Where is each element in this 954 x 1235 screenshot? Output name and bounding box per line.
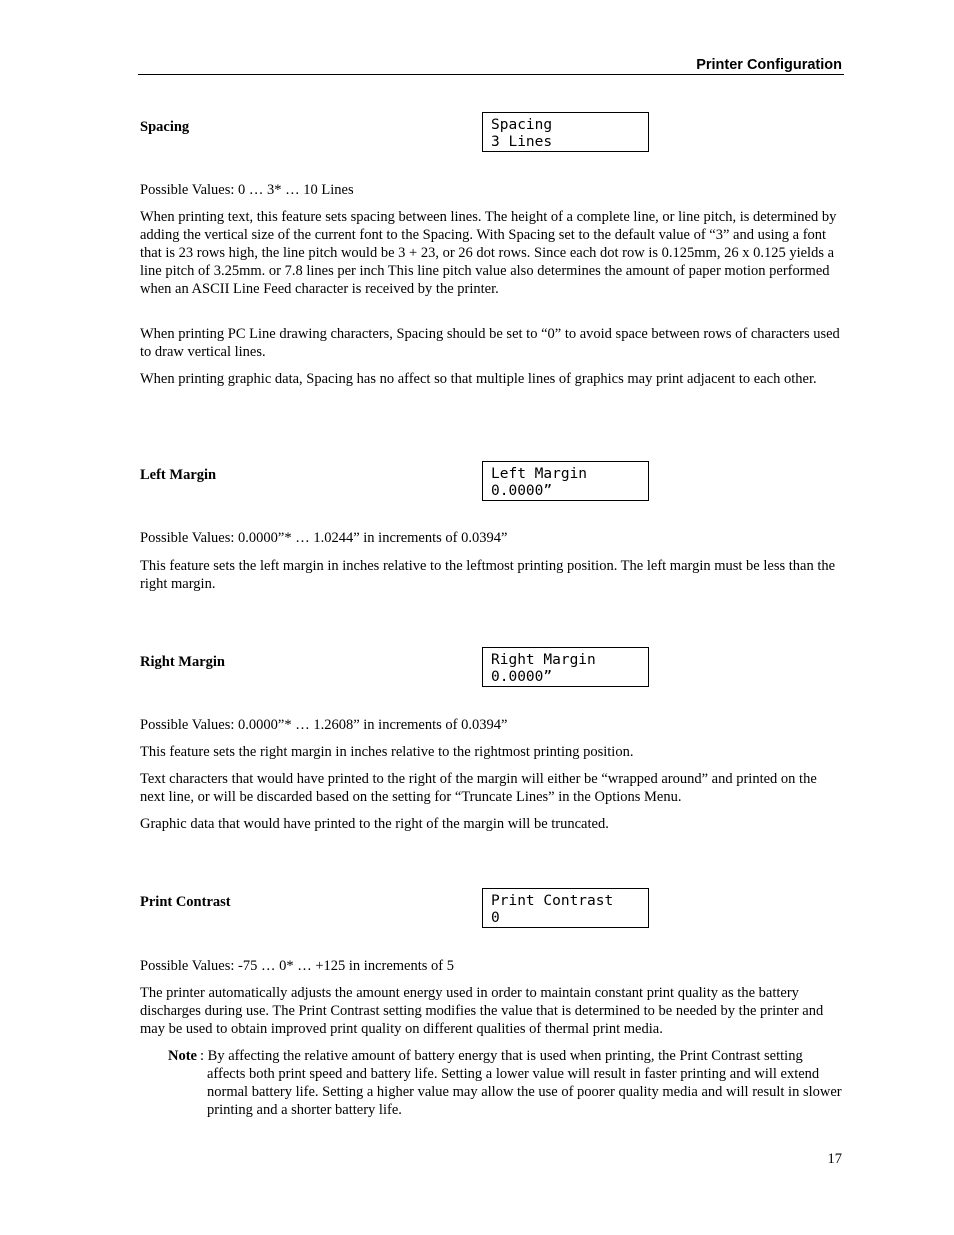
section-title-right-margin: Right Margin [140, 654, 225, 670]
lcd-line-2: 0.0000” [491, 669, 553, 685]
header-divider [138, 74, 844, 75]
possible-values-spacing: Possible Values: 0 … 3* … 10 Lines [140, 182, 354, 198]
note-block [168, 1047, 844, 1118]
page-number: 17 [827, 1151, 842, 1167]
paragraph: This feature sets the right margin in inches relative to the rightmost printing position. [140, 744, 634, 760]
paragraph: When printing text, this feature sets spacing between lines. The height of a complete line, or line pitch, is determined by adding the vertical size of the current font to the Spacing. With Spacing set to the default value of “3” and using a font that is 23 rows high, the line pitch would be 3 + 23, or 26 dot rows. Since each dot row is 0.125mm, 26 x 0.125 yields a line pitch of 3.25mm. or 7.8 lines per inch This line pitch value also determines the amount of paper motion performed when an ASCII Line Feed character is received by the printer. [140, 209, 837, 297]
possible-values-left-margin: Possible Values: 0.0000”* … 1.0244” in increments of 0.0394” [140, 530, 508, 546]
possible-values-print-contrast: Possible Values: -75 … 0* … +125 in increments of 5 [140, 958, 454, 974]
paragraph: Text characters that would have printed to the right of the margin will either be “wrapped around” and printed on the next line, or will be discarded based on the setting for “Truncate Lines” in the Options Menu. [140, 771, 817, 805]
lcd-line-1: Spacing [491, 117, 553, 133]
lcd-display-print-contrast [482, 888, 649, 928]
lcd-line-2: 0 [491, 910, 500, 926]
section-title-spacing: Spacing [140, 119, 190, 135]
note-label: Note [168, 1048, 197, 1064]
paragraph: Graphic data that would have printed to the right of the margin will be truncated. [140, 816, 609, 832]
lcd-line-1: Print Contrast [491, 893, 614, 909]
paragraph: When printing PC Line drawing characters, Spacing should be set to “0” to avoid space between rows of characters used to draw vertical lines. [140, 326, 840, 360]
section-title-print-contrast: Print Contrast [140, 894, 231, 910]
lcd-display-right-margin [482, 647, 649, 687]
lcd-line-1: Left Margin [491, 466, 588, 482]
lcd-display-left-margin [482, 461, 649, 501]
note-text-content: : By affecting the relative amount of battery energy that is used when printing, the Print Contrast setting affects both print speed and battery life. Setting a lower value will result in faster printing and will extend normal battery life. Setting a higher value may allow the use of poorer quality media and will result in slower printing and a shorter battery life. [200, 1048, 842, 1118]
paragraph: The printer automatically adjusts the amount energy used in order to maintain constant print quality as the battery discharges during use. The Print Contrast setting modifies the value that is determined to be needed by the printer and may be used to obtain improved print quality on different qualities of thermal print media. [140, 985, 824, 1037]
note-text [200, 1047, 844, 1119]
lcd-line-2: 3 Lines [491, 134, 553, 150]
lcd-line-2: 0.0000” [491, 483, 553, 499]
lcd-line-1: Right Margin [491, 652, 596, 668]
paragraph: When printing graphic data, Spacing has no affect so that multiple lines of graphics may print adjacent to each other. [140, 371, 817, 387]
paragraph: This feature sets the left margin in inches relative to the leftmost printing position. The left margin must be less than the right margin. [140, 558, 836, 592]
page-header-title: Printer Configuration [696, 57, 842, 73]
section-title-left-margin: Left Margin [140, 467, 217, 483]
possible-values-right-margin: Possible Values: 0.0000”* … 1.2608” in increments of 0.0394” [140, 717, 508, 733]
lcd-display-spacing [482, 112, 649, 152]
